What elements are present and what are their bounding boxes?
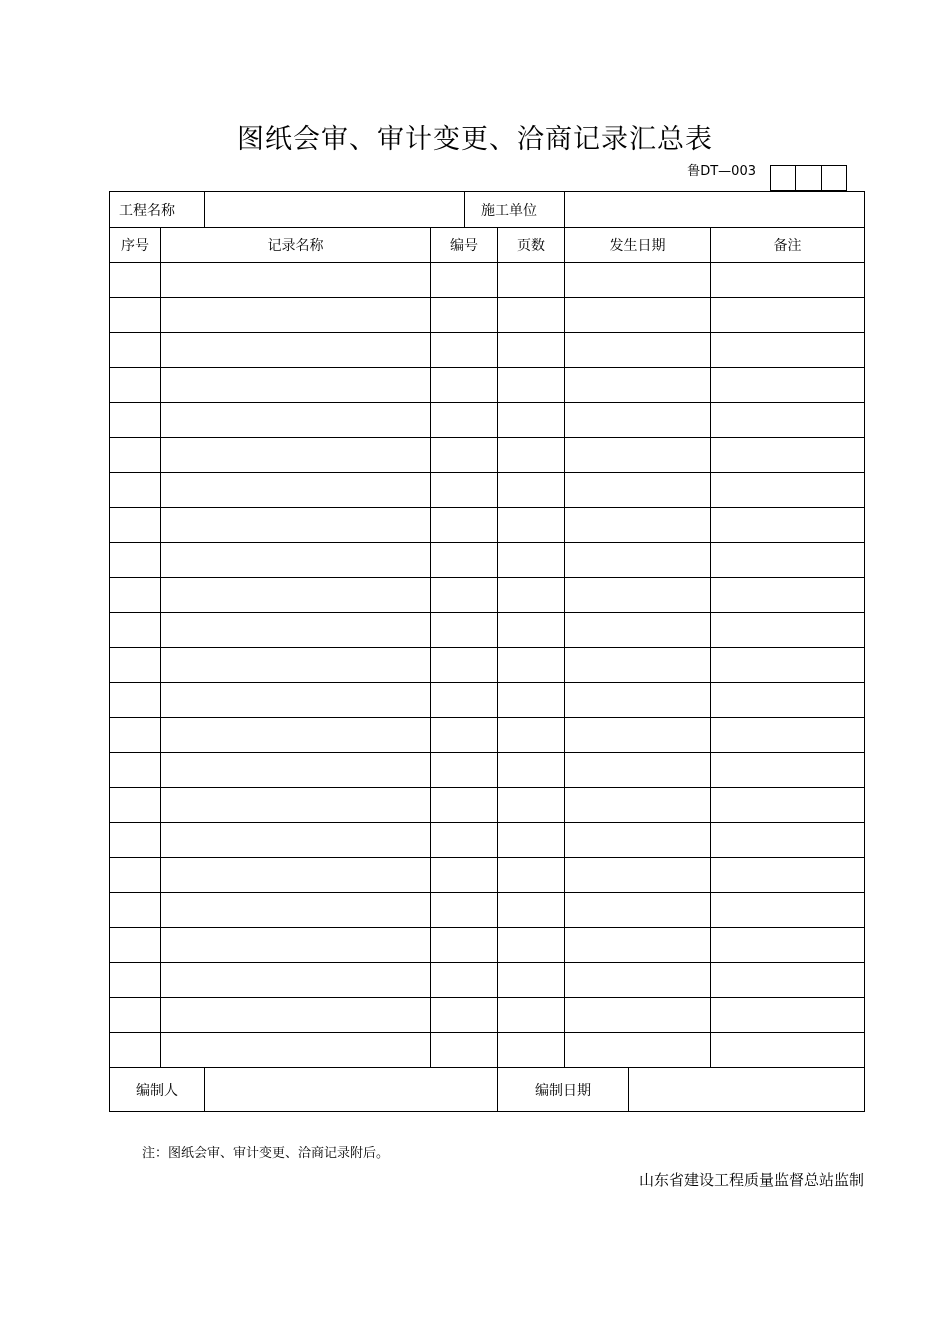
cell-date[interactable] [565,438,711,473]
cell-number[interactable] [431,613,498,648]
cell-remarks[interactable] [711,543,865,578]
project-name-label: 工程名称 [110,192,205,228]
table-row [110,403,865,438]
cell-date[interactable] [565,928,711,963]
cell-seq[interactable] [110,823,161,858]
project-info-row [110,192,865,228]
cell-seq[interactable] [110,963,161,998]
cell-record-name[interactable] [161,1033,431,1068]
table-row [110,1033,865,1068]
cell-record-name[interactable] [161,508,431,543]
cell-remarks[interactable] [711,998,865,1033]
cell-number[interactable] [431,403,498,438]
cell-pages[interactable] [498,963,565,998]
cell-number[interactable] [431,893,498,928]
column-header-row [110,228,865,263]
cell-seq[interactable] [110,928,161,963]
cell-seq[interactable] [110,683,161,718]
cell-date[interactable] [565,963,711,998]
cell-remarks[interactable] [711,1033,865,1068]
cell-date[interactable] [565,298,711,333]
cell-date[interactable] [565,893,711,928]
cell-record-name[interactable] [161,263,431,298]
cell-record-name[interactable] [161,858,431,893]
cell-record-name[interactable] [161,613,431,648]
cell-record-name[interactable] [161,298,431,333]
cell-remarks[interactable] [711,368,865,403]
table-row [110,893,865,928]
cell-pages[interactable] [498,613,565,648]
cell-record-name[interactable] [161,788,431,823]
cell-seq[interactable] [110,648,161,683]
cell-date[interactable] [565,1033,711,1068]
cell-record-name[interactable] [161,683,431,718]
cell-pages[interactable] [498,473,565,508]
compiler-label: 编制人 [110,1068,205,1112]
cell-seq[interactable] [110,998,161,1033]
cell-date[interactable] [565,508,711,543]
code-boxes [770,165,847,191]
table-row [110,613,865,648]
table-row [110,683,865,718]
cell-seq[interactable] [110,718,161,753]
table-row [110,263,865,298]
cell-number[interactable] [431,368,498,403]
cell-number[interactable] [431,438,498,473]
form-code: 鲁DT—003 [687,164,756,179]
cell-remarks[interactable] [711,333,865,368]
col-header-record-name: 记录名称 [161,228,431,263]
cell-pages[interactable] [498,928,565,963]
code-box[interactable] [771,166,796,190]
cell-pages[interactable] [498,1033,565,1068]
compiler-field[interactable] [205,1068,498,1112]
cell-number[interactable] [431,928,498,963]
cell-remarks[interactable] [711,648,865,683]
cell-pages[interactable] [498,683,565,718]
cell-number[interactable] [431,788,498,823]
cell-number[interactable] [431,333,498,368]
table-row [110,998,865,1033]
footer-row [110,1068,865,1112]
cell-record-name[interactable] [161,473,431,508]
table-row [110,438,865,473]
cell-remarks[interactable] [711,403,865,438]
cell-seq[interactable] [110,753,161,788]
cell-number[interactable] [431,578,498,613]
cell-pages[interactable] [498,438,565,473]
cell-date[interactable] [565,648,711,683]
cell-record-name[interactable] [161,438,431,473]
cell-seq[interactable] [110,298,161,333]
cell-record-name[interactable] [161,718,431,753]
col-header-number: 编号 [431,228,498,263]
supervisor-credit: 山东省建设工程质量监督总站监制 [638,1171,864,1189]
cell-remarks[interactable] [711,753,865,788]
cell-record-name[interactable] [161,403,431,438]
cell-date[interactable] [565,718,711,753]
cell-seq[interactable] [110,858,161,893]
cell-pages[interactable] [498,403,565,438]
cell-record-name[interactable] [161,753,431,788]
table-row [110,788,865,823]
cell-record-name[interactable] [161,893,431,928]
cell-date[interactable] [565,368,711,403]
cell-date[interactable] [565,613,711,648]
cell-remarks[interactable] [711,263,865,298]
cell-number[interactable] [431,473,498,508]
table-row [110,368,865,403]
table-row [110,963,865,998]
cell-date[interactable] [565,473,711,508]
cell-seq[interactable] [110,473,161,508]
cell-pages[interactable] [498,298,565,333]
cell-date[interactable] [565,333,711,368]
cell-record-name[interactable] [161,823,431,858]
cell-remarks[interactable] [711,438,865,473]
cell-remarks[interactable] [711,508,865,543]
cell-date[interactable] [565,823,711,858]
col-header-seq: 序号 [110,228,161,263]
contractor-field[interactable] [565,192,865,228]
cell-number[interactable] [431,648,498,683]
project-name-field[interactable] [205,192,465,228]
cell-remarks[interactable] [711,788,865,823]
cell-remarks[interactable] [711,578,865,613]
cell-pages[interactable] [498,508,565,543]
table-row [110,858,865,893]
cell-date[interactable] [565,263,711,298]
cell-date[interactable] [565,683,711,718]
code-box[interactable] [796,166,821,190]
cell-remarks[interactable] [711,613,865,648]
cell-remarks[interactable] [711,858,865,893]
col-header-remarks: 备注 [711,228,865,263]
table-row [110,718,865,753]
cell-seq[interactable] [110,333,161,368]
cell-number[interactable] [431,1033,498,1068]
cell-record-name[interactable] [161,998,431,1033]
table-row [110,473,865,508]
table-row [110,928,865,963]
cell-pages[interactable] [498,998,565,1033]
cell-remarks[interactable] [711,823,865,858]
cell-record-name[interactable] [161,928,431,963]
cell-number[interactable] [431,823,498,858]
cell-pages[interactable] [498,858,565,893]
footnote: 注：图纸会审、审计变更、洽商记录附后。 [142,1146,390,1161]
cell-number[interactable] [431,858,498,893]
cell-number[interactable] [431,543,498,578]
col-header-pages: 页数 [498,228,565,263]
table-row [110,578,865,613]
table-row [110,298,865,333]
cell-pages[interactable] [498,333,565,368]
table-row [110,753,865,788]
cell-date[interactable] [565,788,711,823]
cell-record-name[interactable] [161,333,431,368]
code-box[interactable] [822,166,846,190]
cell-date[interactable] [565,858,711,893]
cell-pages[interactable] [498,648,565,683]
cell-pages[interactable] [498,823,565,858]
col-header-date: 发生日期 [565,228,711,263]
compile-date-label: 编制日期 [498,1068,629,1112]
cell-pages[interactable] [498,263,565,298]
cell-pages[interactable] [498,893,565,928]
cell-remarks[interactable] [711,473,865,508]
cell-remarks[interactable] [711,298,865,333]
cell-number[interactable] [431,963,498,998]
table-row [110,508,865,543]
cell-date[interactable] [565,998,711,1033]
cell-record-name[interactable] [161,368,431,403]
cell-seq[interactable] [110,368,161,403]
table-row [110,333,865,368]
cell-date[interactable] [565,753,711,788]
contractor-label: 施工单位 [465,192,565,228]
cell-remarks[interactable] [711,893,865,928]
cell-remarks[interactable] [711,718,865,753]
cell-seq[interactable] [110,508,161,543]
cell-remarks[interactable] [711,928,865,963]
cell-record-name[interactable] [161,578,431,613]
cell-number[interactable] [431,683,498,718]
cell-seq[interactable] [110,613,161,648]
cell-pages[interactable] [498,368,565,403]
summary-table [109,191,865,1112]
cell-number[interactable] [431,263,498,298]
cell-pages[interactable] [498,578,565,613]
cell-date[interactable] [565,403,711,438]
compile-date-field[interactable] [629,1068,865,1112]
cell-pages[interactable] [498,718,565,753]
cell-seq[interactable] [110,788,161,823]
cell-seq[interactable] [110,1033,161,1068]
document-title: 图纸会审、审计变更、洽商记录汇总表 [237,124,713,155]
cell-remarks[interactable] [711,683,865,718]
cell-seq[interactable] [110,403,161,438]
cell-date[interactable] [565,578,711,613]
cell-pages[interactable] [498,543,565,578]
table-row [110,823,865,858]
table-row [110,543,865,578]
cell-pages[interactable] [498,788,565,823]
cell-number[interactable] [431,718,498,753]
cell-remarks[interactable] [711,963,865,998]
cell-seq[interactable] [110,578,161,613]
cell-number[interactable] [431,753,498,788]
cell-seq[interactable] [110,438,161,473]
cell-number[interactable] [431,998,498,1033]
table-row [110,648,865,683]
cell-record-name[interactable] [161,543,431,578]
cell-seq[interactable] [110,263,161,298]
cell-seq[interactable] [110,893,161,928]
cell-date[interactable] [565,543,711,578]
cell-seq[interactable] [110,543,161,578]
cell-record-name[interactable] [161,963,431,998]
cell-record-name[interactable] [161,648,431,683]
cell-number[interactable] [431,298,498,333]
cell-number[interactable] [431,508,498,543]
cell-pages[interactable] [498,753,565,788]
